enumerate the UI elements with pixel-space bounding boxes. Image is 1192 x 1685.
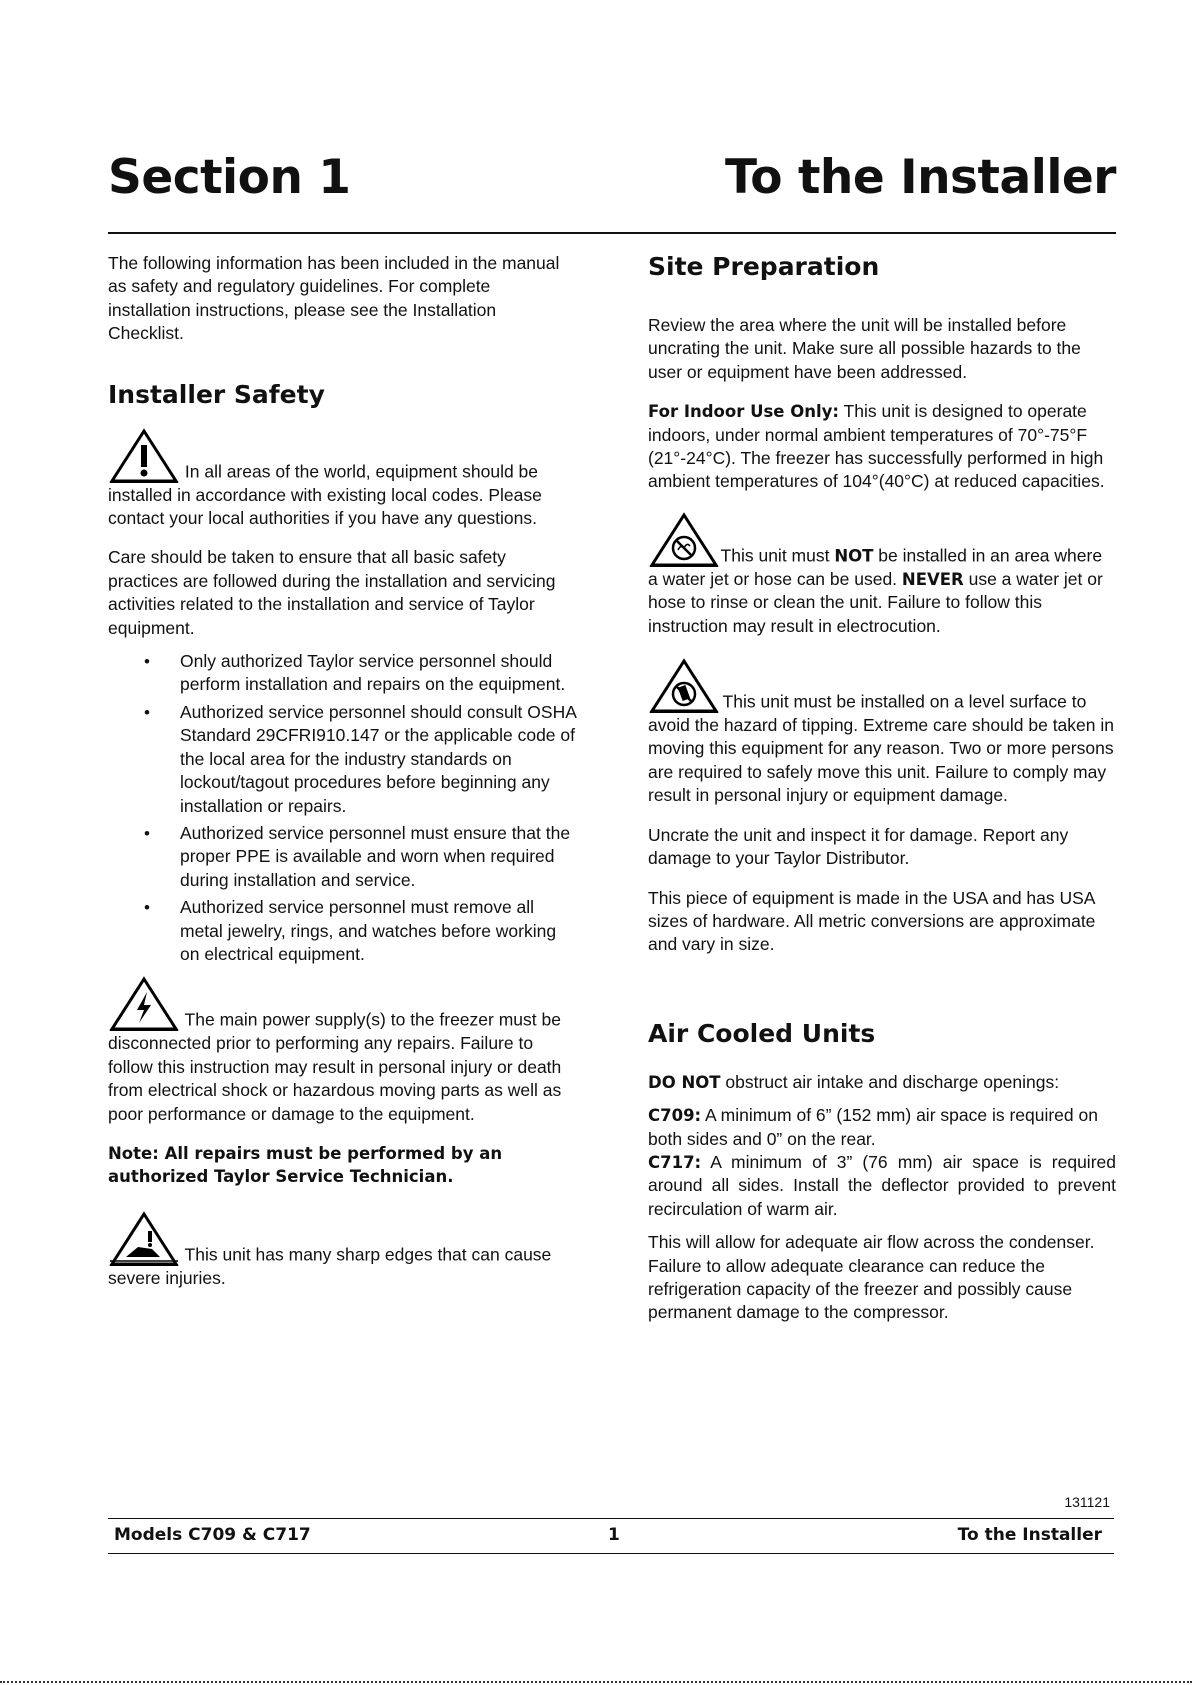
tipping-hazard-icon	[648, 658, 718, 714]
water-jet-warning: This unit must NOT be installed in an area where a water jet or hose can be used. NEVER use a water jet or hose to rinse or clean the unit. Failure to follow this instruction may result in electrocution.	[648, 512, 1116, 638]
do-not-obstruct: DO NOT obstruct air intake and discharge openings:	[648, 1071, 1060, 1092]
local-codes-warning: In all areas of the world, equipment should be installed in accordance with existing local codes. Please contact your local authorities if you have any questions.	[108, 428, 576, 531]
warning-exclamation-icon	[108, 428, 180, 484]
page-bottom-border	[0, 1681, 1192, 1683]
airflow-paragraph: This will allow for adequate air flow across the condenser. Failure to allow adequate clearance can reduce the refrigeration capacity of the freezer and possibly cause permanent damage to the compressor.	[648, 1232, 1095, 1323]
installer-safety-heading: Installer Safety	[108, 379, 325, 409]
air-cooled-heading: Air Cooled Units	[648, 1018, 876, 1048]
level-surface-warning: This unit must be installed on a level surface to avoid the hazard of tipping. Extreme care should be taken in moving this equipment for any reason. Two or more persons are required to safely move this unit. Failure to comply may result in personal injury or equipment damage.	[648, 658, 1116, 808]
footer-models: Models C709 & C717	[114, 1525, 311, 1545]
uncrate-paragraph: Uncrate the unit and inspect it for damage. Report any damage to your Taylor Distributor.	[648, 824, 1069, 869]
page-number: 1	[608, 1525, 620, 1545]
electrical-hazard-icon	[108, 976, 180, 1032]
list-item: • Authorized service personnel should consult OSHA Standard 29CFRI910.147 or the applicable code of the local area for the industry standards on lockout/tagout procedures before beginning any installation or repairs.	[144, 701, 576, 816]
indoor-use-paragraph: For Indoor Use Only: This unit is designed to operate indoors, under normal ambient temperatures of 70°-75°F (21°-24°C). The freezer has successfully performed in high ambient temperatures of 104°(40°C) at reduced capacities.	[648, 401, 1105, 492]
page-footer	[108, 1518, 1114, 1554]
electrical-warning: The main power supply(s) to the freezer must be disconnected prior to performing any repairs. Failure to follow this instruction may result in personal injury or death from electrical shock or hazardous moving parts as well as poor performance or damage to the equipment.	[108, 976, 576, 1126]
list-item: • Authorized service personnel must remove all metal jewelry, rings, and watches before working on electrical equipment.	[144, 897, 557, 964]
site-prep-paragraph: Review the area where the unit will be installed before uncrating the unit. Make sure all possible hazards to the user or equipment have been addressed.	[648, 315, 1081, 382]
site-preparation-heading: Site Preparation	[648, 252, 880, 281]
right-column	[648, 252, 1116, 1341]
usa-hardware-paragraph: This piece of equipment is made in the USA and has USA sizes of hardware. All metric conversions are approximate and vary in size.	[648, 887, 1096, 955]
no-water-jet-icon	[648, 512, 716, 568]
intro-paragraph: The following information has been included in the manual as safety and regulatory guidelines. For complete installation instructions, please see the Installation Checklist.	[108, 253, 560, 344]
sharp-edges-warning: This unit has many sharp edges that can cause severe injuries.	[108, 1211, 576, 1290]
list-item: • Only authorized Taylor service personnel should perform installation and repairs on the equipment.	[144, 651, 566, 695]
section-title: To the Installer	[724, 150, 1116, 205]
c717-requirement: C717: A minimum of 3” (76 mm) air space is required around all sides. Install the deflector provided to prevent recirculation of warm air.	[648, 1151, 1116, 1219]
safety-bullet-list	[108, 650, 576, 966]
c709-requirement: C709: A minimum of 6” (152 mm) air space is required on both sides and 0” on the rear.	[648, 1105, 1098, 1149]
care-paragraph: Care should be taken to ensure that all basic safety practices are followed during the installation and servicing activities related to the installation and service of Taylor equipment.	[108, 547, 556, 638]
list-item: • Authorized service personnel must ensure that the proper PPE is available and worn when required during installation and service.	[144, 822, 571, 890]
sharp-edges-icon	[108, 1211, 180, 1267]
repairs-note: Note: All repairs must be performed by an authorized Taylor Service Technician.	[108, 1143, 503, 1187]
footer-section: To the Installer	[957, 1525, 1102, 1545]
section-number: Section 1	[108, 150, 351, 205]
document-code: 131121	[1064, 1494, 1110, 1510]
left-column	[108, 252, 576, 1306]
page-header	[108, 152, 1116, 234]
